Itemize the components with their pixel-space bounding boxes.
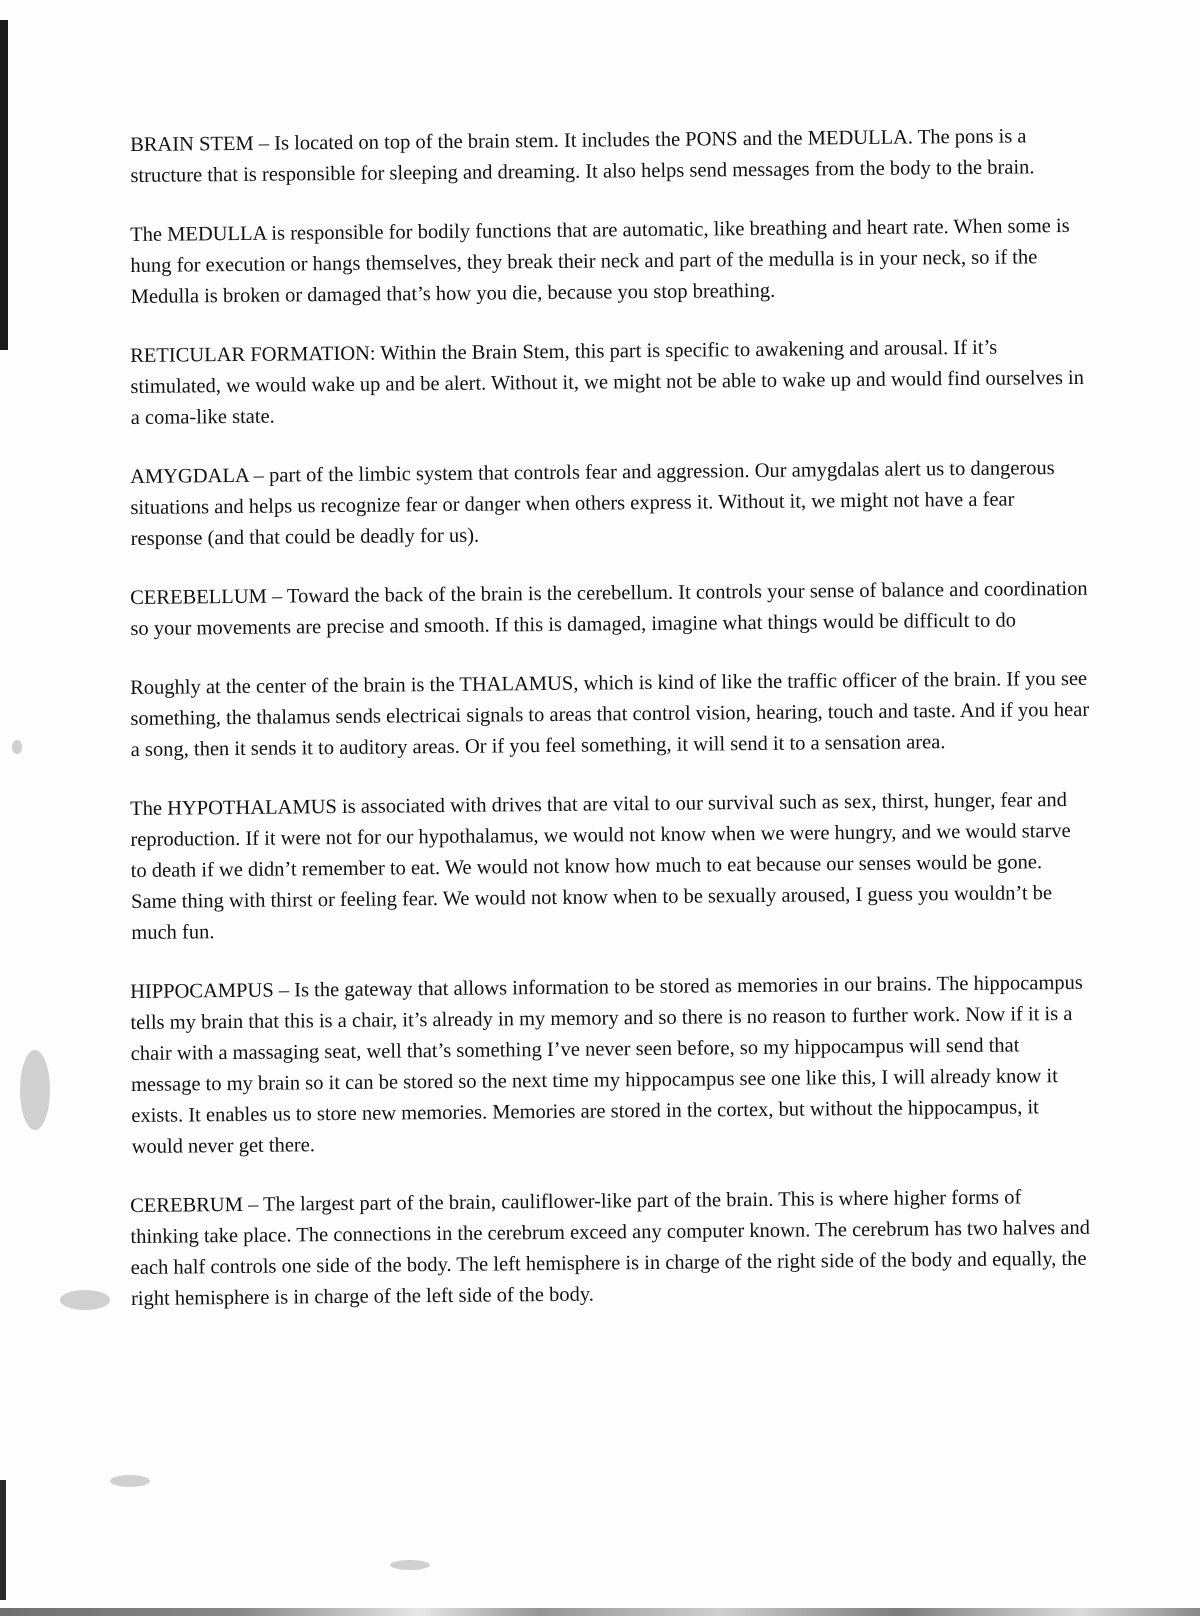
scan-smudge: [20, 1050, 50, 1130]
scan-smudge: [60, 1290, 110, 1310]
paragraph-reticular-formation: RETICULAR FORMATION: Within the Brain Stem, this part is specific to awakening and arousal. If it’s stimulated, we would wake up and be alert. Without it, we might not be able to wake up and would find ourselves in a coma-like state.: [130, 336, 1085, 429]
scan-bottom-edge: [0, 1608, 1200, 1616]
scan-edge-shadow: [0, 20, 8, 350]
paragraph-hypothalamus: The HYPOTHALAMUS is associated with drives that are vital to our survival such as sex, thirst, hunger, fear and reproduction. If it were not for our hypothalamus, we would not know when we were hungry, and we would starve to death if we didn’t remember to eat. We would not know how much to eat because our senses would be gone. Same thing with thirst or feeling fear. We would not know when to be sexually aroused, I guess you wouldn’t be much fun.: [130, 789, 1071, 944]
document-body: [130, 125, 1091, 1343]
scan-smudge: [390, 1560, 430, 1570]
paragraph-brain-stem: BRAIN STEM – Is located on top of the brain stem. It includes the PONS and the MEDULLA. The pons is a structure that is responsible for sleeping and dreaming. It also helps send messages from the body to the brain.: [130, 125, 1035, 187]
paragraph-medulla: The MEDULLA is responsible for bodily functions that are automatic, like breathing and heart rate. When some is hung for execution or hangs themselves, they break their neck and part of the medulla is in your neck, so if the Medulla is broken or damaged that’s how you die, because you stop breathing.: [130, 214, 1070, 308]
scan-smudge: [12, 740, 22, 754]
paragraph-cerebrum: CEREBRUM – The largest part of the brain, cauliflower-like part of the brain. This is where higher forms of thinking take place. The connections in the cerebrum exceed any computer known. The cerebrum has two halves and each half controls one side of the body. The left hemisphere is in charge of the right side of the body and equally, the right hemisphere is in charge of the left side of the body.: [130, 1186, 1091, 1310]
paragraph-amygdala: AMYGDALA – part of the limbic system that controls fear and aggression. Our amygdalas alert us to dangerous situations and helps us recognize fear or danger when others express it. Without it, we might not have a fear response (and that could be deadly for us).: [130, 457, 1055, 550]
scan-edge-shadow-bottom: [0, 1480, 6, 1600]
paragraph-cerebellum: CEREBELLUM – Toward the back of the brain is the cerebellum. It controls your sense of balance and coordination so your movements are precise and smooth. If this is damaged, imagine what things would be difficult to do: [130, 577, 1088, 640]
scan-smudge: [110, 1475, 150, 1487]
paragraph-hippocampus: HIPPOCAMPUS – Is the gateway that allows information to be stored as memories in our brains. The hippocampus tells my brain that this is a chair, it’s already in my memory and so there is no reason to further work. Now if it is a chair with a massaging seat, well that’s something I’ve never seen before, so my hippocampus will send that message to my brain so it can be stored so the next time my hippocampus see one like this, I will already know it exists. It enables us to store new memories. Memories are stored in the cortex, but without the hippocampus, it would never get there.: [130, 971, 1083, 1158]
paragraph-thalamus: Roughly at the center of the brain is the THALAMUS, which is kind of like the traffic officer of the brain. If you see something, the thalamus sends electricai signals to areas that control vision, hearing, touch and taste. And if you hear a song, then it sends it to auditory areas. Or if you feel something, it will send it to a sensation area.: [130, 667, 1090, 761]
